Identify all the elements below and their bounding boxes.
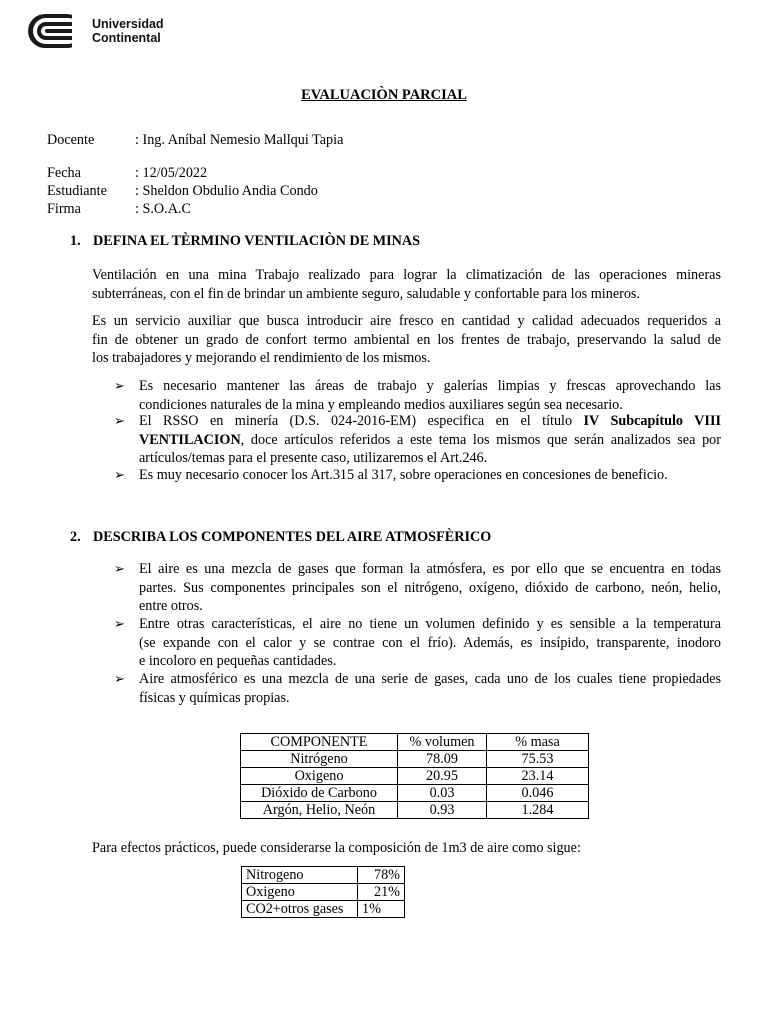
text-line xyxy=(139,431,721,450)
table-cell: 78.09 xyxy=(398,751,487,768)
table-row xyxy=(242,884,405,901)
table-row xyxy=(241,768,589,785)
table-row xyxy=(241,785,589,802)
composition-note xyxy=(92,839,721,858)
info-value: : 12/05/2022 xyxy=(135,165,208,181)
info-estudiante xyxy=(47,182,318,201)
table-cell: CO2+otros gases xyxy=(242,901,358,918)
logo-line2: Continental xyxy=(92,31,161,45)
table-cell: 75.53 xyxy=(487,751,589,768)
text-line: entre otros. xyxy=(139,598,203,614)
section1-paragraph2 xyxy=(92,312,721,368)
text-line xyxy=(139,412,721,431)
air-components-table xyxy=(240,733,589,819)
table-cell: 23.14 xyxy=(487,768,589,785)
text-line: (se expande con el calor y se contrae con el frío). Además, es insípido, transparente, inodoro xyxy=(139,634,721,651)
arrow-bullet-icon: ➢ xyxy=(114,671,125,686)
info-fecha xyxy=(47,164,207,183)
arrow-bullet-icon: ➢ xyxy=(114,616,125,631)
table-row xyxy=(242,901,405,918)
table-cell: 1% xyxy=(358,901,405,918)
text-line: fin de obtener un grado de confort termo ambiental en los frentes de trabajo, preservando la salud de xyxy=(92,331,721,348)
table-cell: 21% xyxy=(358,884,405,901)
text-line: e incoloro en pequeñas cantidades. xyxy=(139,653,337,669)
university-emblem-icon xyxy=(28,14,84,48)
section-title: DESCRIBA LOS COMPONENTES DEL AIRE ATMOSFÈRICO xyxy=(93,529,492,545)
section-number: 2. xyxy=(70,529,81,545)
table-cell: 78% xyxy=(358,867,405,884)
table-cell: Argón, Helio, Neón xyxy=(241,802,398,819)
table-cell: 1.284 xyxy=(487,802,589,819)
table-cell: Nitrogeno xyxy=(242,867,358,884)
info-label: Estudiante xyxy=(47,183,107,199)
info-value: : Sheldon Obdulio Andia Condo xyxy=(135,183,318,199)
arrow-bullet-icon: ➢ xyxy=(114,561,125,576)
bold-run: VENTILACION xyxy=(139,431,241,448)
text-line: los trabajadores y mejorando el rendimiento de los mismos. xyxy=(92,350,431,366)
air-composition-table xyxy=(241,866,405,918)
section1-heading xyxy=(70,232,420,251)
text-line: Para efectos prácticos, puede considerarse la composición de 1m3 de aire como sigue: xyxy=(92,840,581,856)
arrow-bullet-icon: ➢ xyxy=(114,378,125,393)
table-cell: Dióxido de Carbono xyxy=(241,785,398,802)
info-label: Firma xyxy=(47,201,81,217)
page-title: EVALUACIÒN PARCIAL xyxy=(301,87,467,103)
text-line: Ventilación en una mina Trabajo realizado para lograr la climatización de las operaciones mineras xyxy=(92,267,721,283)
text-line: Aire atmosférico es una mezcla de una serie de gases, cada uno de los cuales tiene propiedades xyxy=(139,671,721,687)
table-header-cell: COMPONENTE xyxy=(241,734,398,751)
table-header-row xyxy=(241,734,589,751)
table-cell: 20.95 xyxy=(398,768,487,785)
table-row xyxy=(241,751,589,768)
text-line: físicas y químicas propias. xyxy=(139,689,290,706)
table-row xyxy=(241,802,589,819)
text-line: Es muy necesario conocer los Art.315 al 317, sobre operaciones en concesiones de beneficio. xyxy=(139,467,668,483)
text-run: , doce artículos referidos a este tema los mismos que serán analizados sea por xyxy=(240,431,721,448)
info-docente xyxy=(47,131,343,150)
arrow-bullet-icon: ➢ xyxy=(114,467,125,482)
text-line: Es necesario mantener las áreas de trabajo y galerías limpias y frescas aprovechando las xyxy=(139,378,721,394)
text-line: Es un servicio auxiliar que busca introducir aire fresco en cantidad y calidad adecuados requeridos a xyxy=(92,313,721,329)
table-header-cell: % volumen xyxy=(398,734,487,751)
text-line: Entre otras características, el aire no tiene un volumen definido y es sensible a la temperatura xyxy=(139,616,721,632)
table-cell: Nitrógeno xyxy=(241,751,398,768)
text-line: artículos/temas para el presente caso, utilizaremos el Art.246. xyxy=(139,450,488,466)
section-title: DEFINA EL TÈRMINO VENTILACIÒN DE MINAS xyxy=(93,233,421,249)
table-cell: 0.03 xyxy=(398,785,487,802)
table-cell: 0.046 xyxy=(487,785,589,802)
table-row xyxy=(242,867,405,884)
table-cell: Oxigeno xyxy=(241,768,398,785)
info-value: : S.O.A.C xyxy=(135,201,191,217)
table-cell: Oxigeno xyxy=(242,884,358,901)
info-value: : Ing. Aníbal Nemesio Mallqui Tapia xyxy=(135,132,344,148)
table-cell: 0.93 xyxy=(398,802,487,819)
university-logo xyxy=(28,14,164,48)
info-label: Docente xyxy=(47,132,95,148)
table-header-cell: % masa xyxy=(487,734,589,751)
text-line: partes. Sus componentes principales son el nitrógeno, oxígeno, dióxido de carbono, neón, helio, xyxy=(139,579,721,596)
arrow-bullet-icon: ➢ xyxy=(114,413,125,428)
info-firma xyxy=(47,200,191,219)
section2-heading xyxy=(70,528,491,547)
text-line: condiciones naturales de la mina y empleando medios auxiliares según sea necesario. xyxy=(139,396,623,413)
text-line: subterráneas, con el fin de brindar un ambiente seguro, saludable y confortable para los mineros. xyxy=(92,285,640,302)
text-run: El RSSO en minería (D.S. 024-2016-EM) especifica en el título xyxy=(139,413,584,429)
bold-run: IV Subcapítulo VIII xyxy=(583,413,721,429)
logo-line1: Universidad xyxy=(92,17,164,31)
section-number: 1. xyxy=(70,233,81,249)
section1-paragraph1 xyxy=(92,266,721,303)
info-label: Fecha xyxy=(47,165,81,181)
text-line: El aire es una mezcla de gases que forman la atmósfera, es por ello que se encuentra en todas xyxy=(139,561,721,577)
